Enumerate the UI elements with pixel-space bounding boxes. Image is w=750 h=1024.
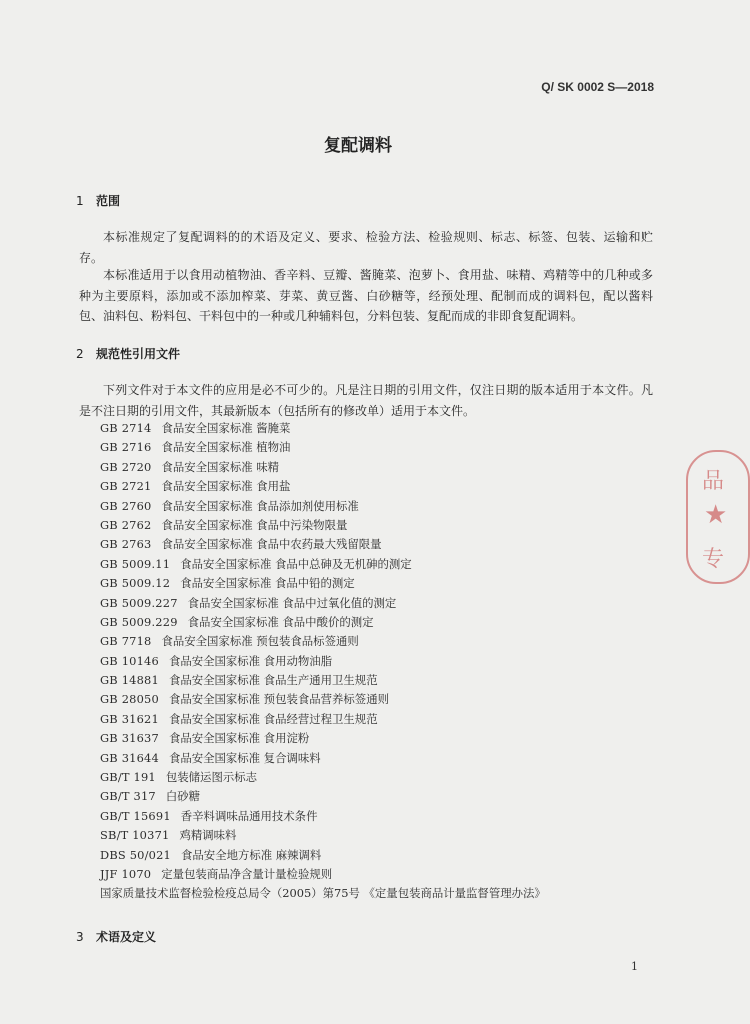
document-title: 复配调料 [324,136,392,156]
list-item [100,458,546,477]
scope-paragraph-2: 本标准适用于以食用动植物油、香辛料、豆瓣、酱腌菜、泡萝卜、食用盐、味精、鸡精等中的几种或多种为主要原料，添加或不添加榨菜、芽菜、黄豆酱、白砂糖等，经预处理、配制而成的调料包，配以酱料包、油料包、粉料包、干料包中的一种或几种辅料包，分料包装、复配而成的非即食复配调料。 [79,268,653,324]
reference-code: GB 2716 [100,440,152,455]
reference-code: GB 31621 [100,711,159,726]
list-item [100,632,546,651]
section-heading-scope [76,192,120,209]
list-item [100,516,546,535]
list-item [100,846,546,865]
list-item [100,787,546,806]
reference-code: GB 7718 [100,634,152,649]
reference-name: 食品安全国家标准 预包装食品标签通则 [161,634,359,649]
reference-code: GB 2762 [100,517,152,532]
reference-code: GB 2714 [100,421,152,435]
reference-name: 食品安全国家标准 食品生产通用卫生规范 [168,673,378,688]
section-number: 2 [76,347,84,361]
reference-name: 食品安全国家标准 预包装食品营养标签通则 [168,692,389,707]
reference-name: 食品安全国家标准 食品经营过程卫生规范 [168,711,378,726]
list-item [100,768,546,787]
section-number: 3 [76,930,84,944]
list-item [100,749,546,768]
reference-code: GB 5009.11 [100,556,171,571]
standard-code: Q/ SK 0002 S—2018 [541,80,654,94]
list-item [100,865,546,884]
list-item [100,729,546,748]
reference-code: GB 2763 [100,537,152,552]
reference-name: 食品安全国家标准 食用淀粉 [168,731,310,746]
reference-name: 食品安全国家标准 食品中酸价的测定 [187,614,374,629]
list-item [100,671,546,690]
list-item [100,884,546,903]
list-item [100,807,546,826]
reference-code: GB 10146 [100,653,159,668]
list-item [100,690,546,709]
reference-name: 食品安全国家标准 食用动物油脂 [168,653,333,668]
reference-name: 食品安全国家标准 复合调味料 [168,750,321,765]
section-title: 规范性引用文件 [96,347,181,361]
reference-name: 食品安全地方标准 麻辣调料 [181,847,322,862]
list-item [100,574,546,593]
list-item [100,477,546,496]
reference-code: GB 5009.12 [100,576,171,591]
reference-code: DBS 50/021 [100,847,172,862]
reference-list [100,419,546,904]
section-title: 术语及定义 [96,930,157,944]
reference-name: 食品安全国家标准 食品中铅的测定 [180,576,355,591]
reference-code: GB 31637 [100,731,159,746]
list-item [100,438,546,457]
page-number: 1 [631,960,638,973]
reference-code: GB 5009.229 [100,614,178,629]
reference-name: 食品安全国家标准 食品中总砷及无机砷的测定 [180,556,412,571]
reference-name: 鸡精调味料 [179,828,237,843]
section-heading-references [76,345,180,362]
list-item [100,594,546,613]
list-item [100,535,546,554]
section-number: 1 [76,194,84,208]
reference-name: 定量包装商品净含量计量检验规则 [161,866,333,881]
reference-name: 白砂糖 [165,789,201,804]
reference-name: 食品安全国家标准 植物油 [161,440,291,455]
seal-stamp: 品 ★ 专 [686,450,750,584]
reference-name: 国家质量技术监督检验检疫总局令（2005）第75号 《定量包装商品计量监督管理办法》 [100,886,546,901]
reference-code: GB 31644 [100,750,159,765]
reference-code: GB/T 191 [100,770,156,785]
section-heading-terms [76,928,156,945]
list-item [100,826,546,845]
reference-code: GB 2721 [100,479,152,494]
references-intro: 下列文件对于本文件的应用是必不可少的。凡是注日期的引用文件，仅注日期的版本适用于本文件。凡是不注日期的引用文件，其最新版本（包括所有的修改单）适用于本文件。 [79,383,653,418]
reference-code: GB 2720 [100,459,152,474]
reference-name: 香辛料调味品通用技术条件 [180,808,318,823]
reference-code: GB/T 317 [100,789,156,804]
reference-code: GB 5009.227 [100,595,178,610]
reference-code: GB 14881 [100,673,159,688]
list-item [100,710,546,729]
reference-name: 食品安全国家标准 食用盐 [161,479,291,494]
list-item [100,613,546,632]
reference-code: JJF 1070 [100,866,152,881]
list-item [100,419,546,438]
reference-code: GB 28050 [100,692,159,707]
reference-name: 食品安全国家标准 酱腌菜 [161,421,291,435]
list-item [100,497,546,516]
reference-name: 食品安全国家标准 味精 [161,459,280,474]
reference-name: 食品安全国家标准 食品添加剂使用标准 [161,498,359,513]
list-item [100,652,546,671]
reference-name: 包装储运图示标志 [165,770,258,785]
reference-code: GB 2760 [100,498,152,513]
section-title: 范围 [96,194,121,208]
reference-code: GB/T 15691 [100,808,171,823]
scope-paragraph-1: 本标准规定了复配调料的的术语及定义、要求、检验方法、检验规则、标志、标签、包装、运输和贮存。 [79,230,653,265]
reference-name: 食品安全国家标准 食品中过氧化值的测定 [187,595,397,610]
reference-name: 食品安全国家标准 食品中农药最大残留限量 [161,537,382,552]
list-item [100,555,546,574]
reference-code: SB/T 10371 [100,828,170,843]
reference-name: 食品安全国家标准 食品中污染物限量 [161,517,348,532]
